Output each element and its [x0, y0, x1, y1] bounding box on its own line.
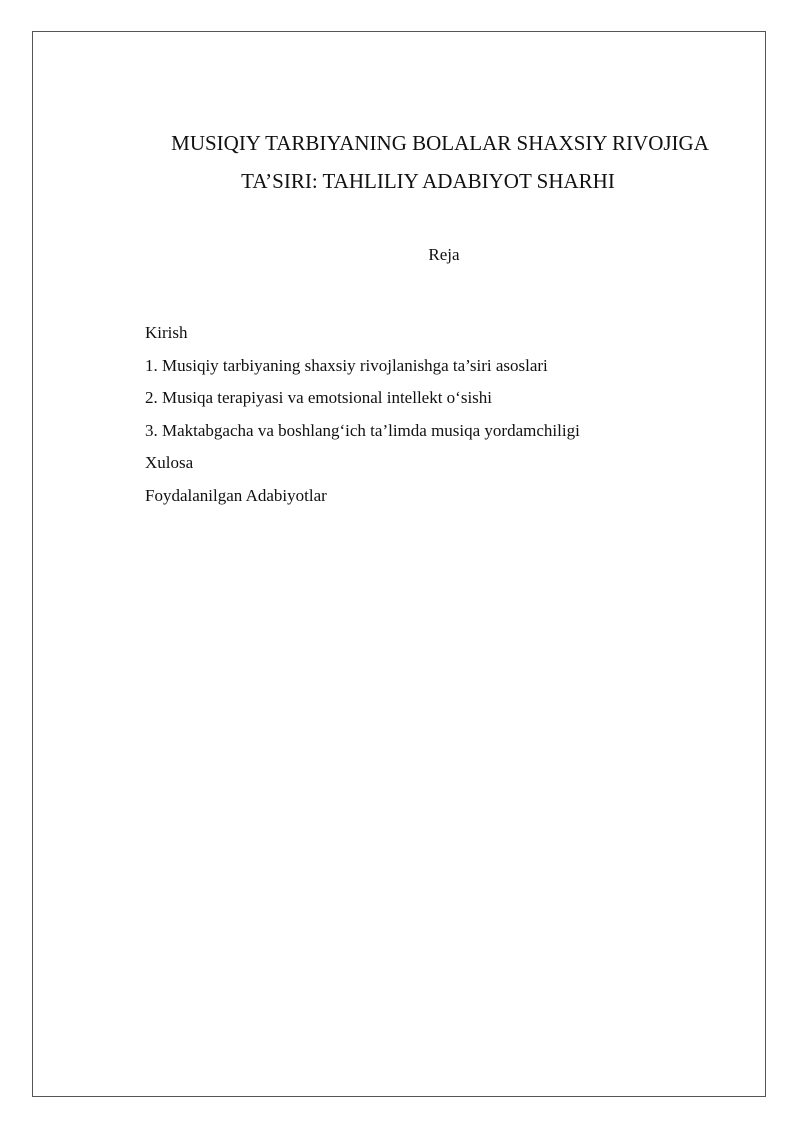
plan-item-intro: Kirish — [145, 323, 188, 342]
plan-item-conclusion: Xulosa — [145, 453, 194, 472]
plan-item-1: 1. Musiqiy tarbiyaning shaxsiy rivojlanishga ta’siri asoslari — [145, 355, 548, 375]
plan-item-references: Foydalanilgan Adabiyotlar — [145, 485, 327, 505]
document-title-line-1: MUSIQIY TARBIYANING BOLALAR SHAXSIY RIVOJIGA — [171, 131, 709, 155]
plan-item-2: 2. Musiqa terapiyasi va emotsional intellekt o‘sishi — [145, 388, 493, 407]
plan-item-3: 3. Maktabgacha va boshlang‘ich ta’limda musiqa yordamchiligi — [145, 420, 580, 440]
document-title-line-2: TA’SIRI: TAHLILIY ADABIYOT SHARHI — [241, 169, 615, 193]
plan-heading: Reja — [428, 245, 460, 264]
plan-list — [145, 317, 745, 512]
